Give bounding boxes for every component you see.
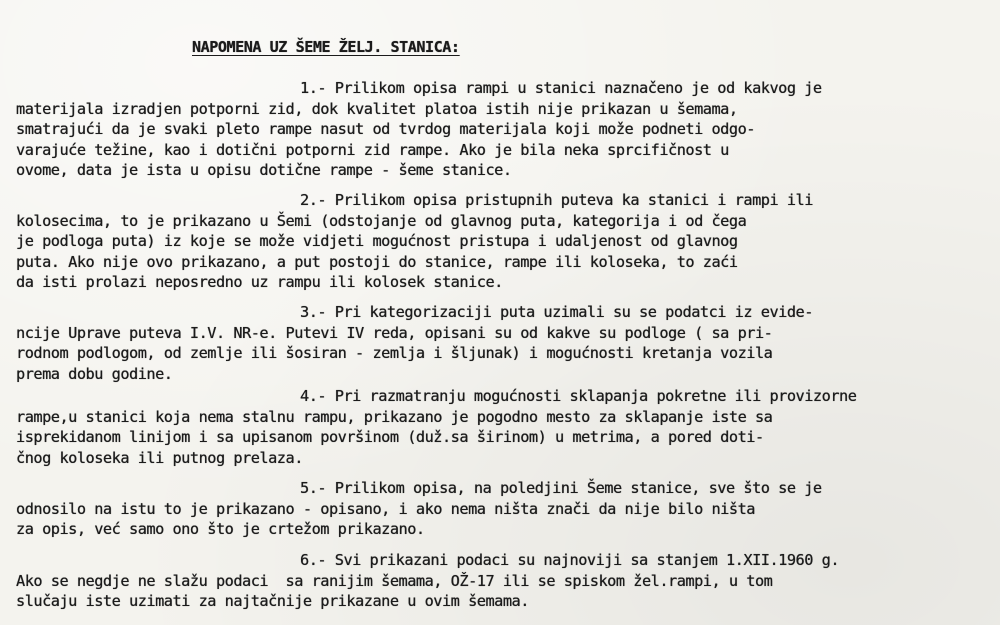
paragraph-line: slučaju iste uzimati za najtačnije prikazane u ovim šemama. [16,592,529,610]
paragraph-line: prema dobu godine. [16,364,173,383]
paragraph-line: smatrajući da je svaki pleto rampe nasut od tvrdog materijala koji može podneti odgo- [16,120,755,138]
paragraph-line: kolosecima, to je prikazano u Šemi (odstojanje od glavnog puta, kategorija i od čega [16,211,747,230]
paragraph-line: odnosilo na istu to je prikazano - opisano, i ako nema ništa znači da nije bilo ništa [16,499,755,518]
paragraph-line: 5.- Prilikom opisa, na poledjini Šeme stanice, sve što se je [300,479,822,497]
paragraph-line: ncije Uprave puteva I.V. NR-e. Putevi IV reda, opisani su od kakve su podloge ( sa pri- [16,323,773,342]
paragraph-5 [16,478,991,540]
paragraph-line: 1.- Prilikom opisa rampi u stanici naznačeno je od kakvog je [300,79,822,97]
paragraph-3 [16,302,991,384]
document-title: NAPOMENA UZ ŠEME ŽELJ. STANICA: [192,38,460,56]
paragraph-line: 6.- Svi prikazani podaci su najnoviji sa stanjem 1.XII.1960 g. [300,551,840,569]
paragraph-line: 2.- Prilikom opisa pristupnih puteva ka stanici i rampi ili [300,191,813,209]
paragraph-line: isprekidanom linijom i sa upisanom površinom (duž.sa širinom) u metrima, a pored doti- [16,428,764,446]
paragraph-line: ovome, data je ista u opisu dotične rampe - šeme stanice. [16,161,512,179]
paragraph-line: 3.- Pri kategorizaciji puta uzimali su se podatci iz evide- [300,303,813,321]
paragraph-6 [16,550,991,612]
paragraph-line: varajuće težine, kao i dotični potporni zid rampe. Ako je bila neka sprcifičnost u [16,140,729,159]
paragraph-line: materijala izradjen potporni zid, dok kvalitet platoa istih nije prikazan u šemama, [16,99,738,118]
paragraph-line: čnog koloseka ili putnog prelaza. [16,448,303,467]
paragraph-1 [16,78,991,181]
paragraph-line: Ako se negdje ne slažu podaci sa ranijim šemama, OŽ-17 ili se spiskom žel.rampi, u tom [16,571,773,590]
paragraph-line: rodnom podlogom, od zemlje ili šosiran - zemlja i šljunak) i mogućnosti kretanja vozila [16,344,773,362]
paragraph-line: za opis, već samo ono što je crtežom prikazano. [16,520,425,538]
paragraph-line: je podloga puta) iz koje se može vidjeti mogućnost pristupa i udaljenost od glavnog [16,232,738,250]
paragraph-line: puta. Ako nije ovo prikazano, a put postoji do stanice, rampe ili koloseka, to zaći [16,252,738,271]
paragraph-4 [16,386,991,468]
paragraph-line: rampe,u stanici koja nema stalnu rampu, prikazano je pogodno mesto za sklapanje iste sa [16,407,773,426]
paragraph-2 [16,190,991,293]
paragraph-line: da isti prolazi neposredno uz rampu ili kolosek stanice. [16,273,503,291]
paragraph-line: 4.- Pri razmatranju mogućnosti sklapanja pokretne ili provizorne [300,387,857,405]
